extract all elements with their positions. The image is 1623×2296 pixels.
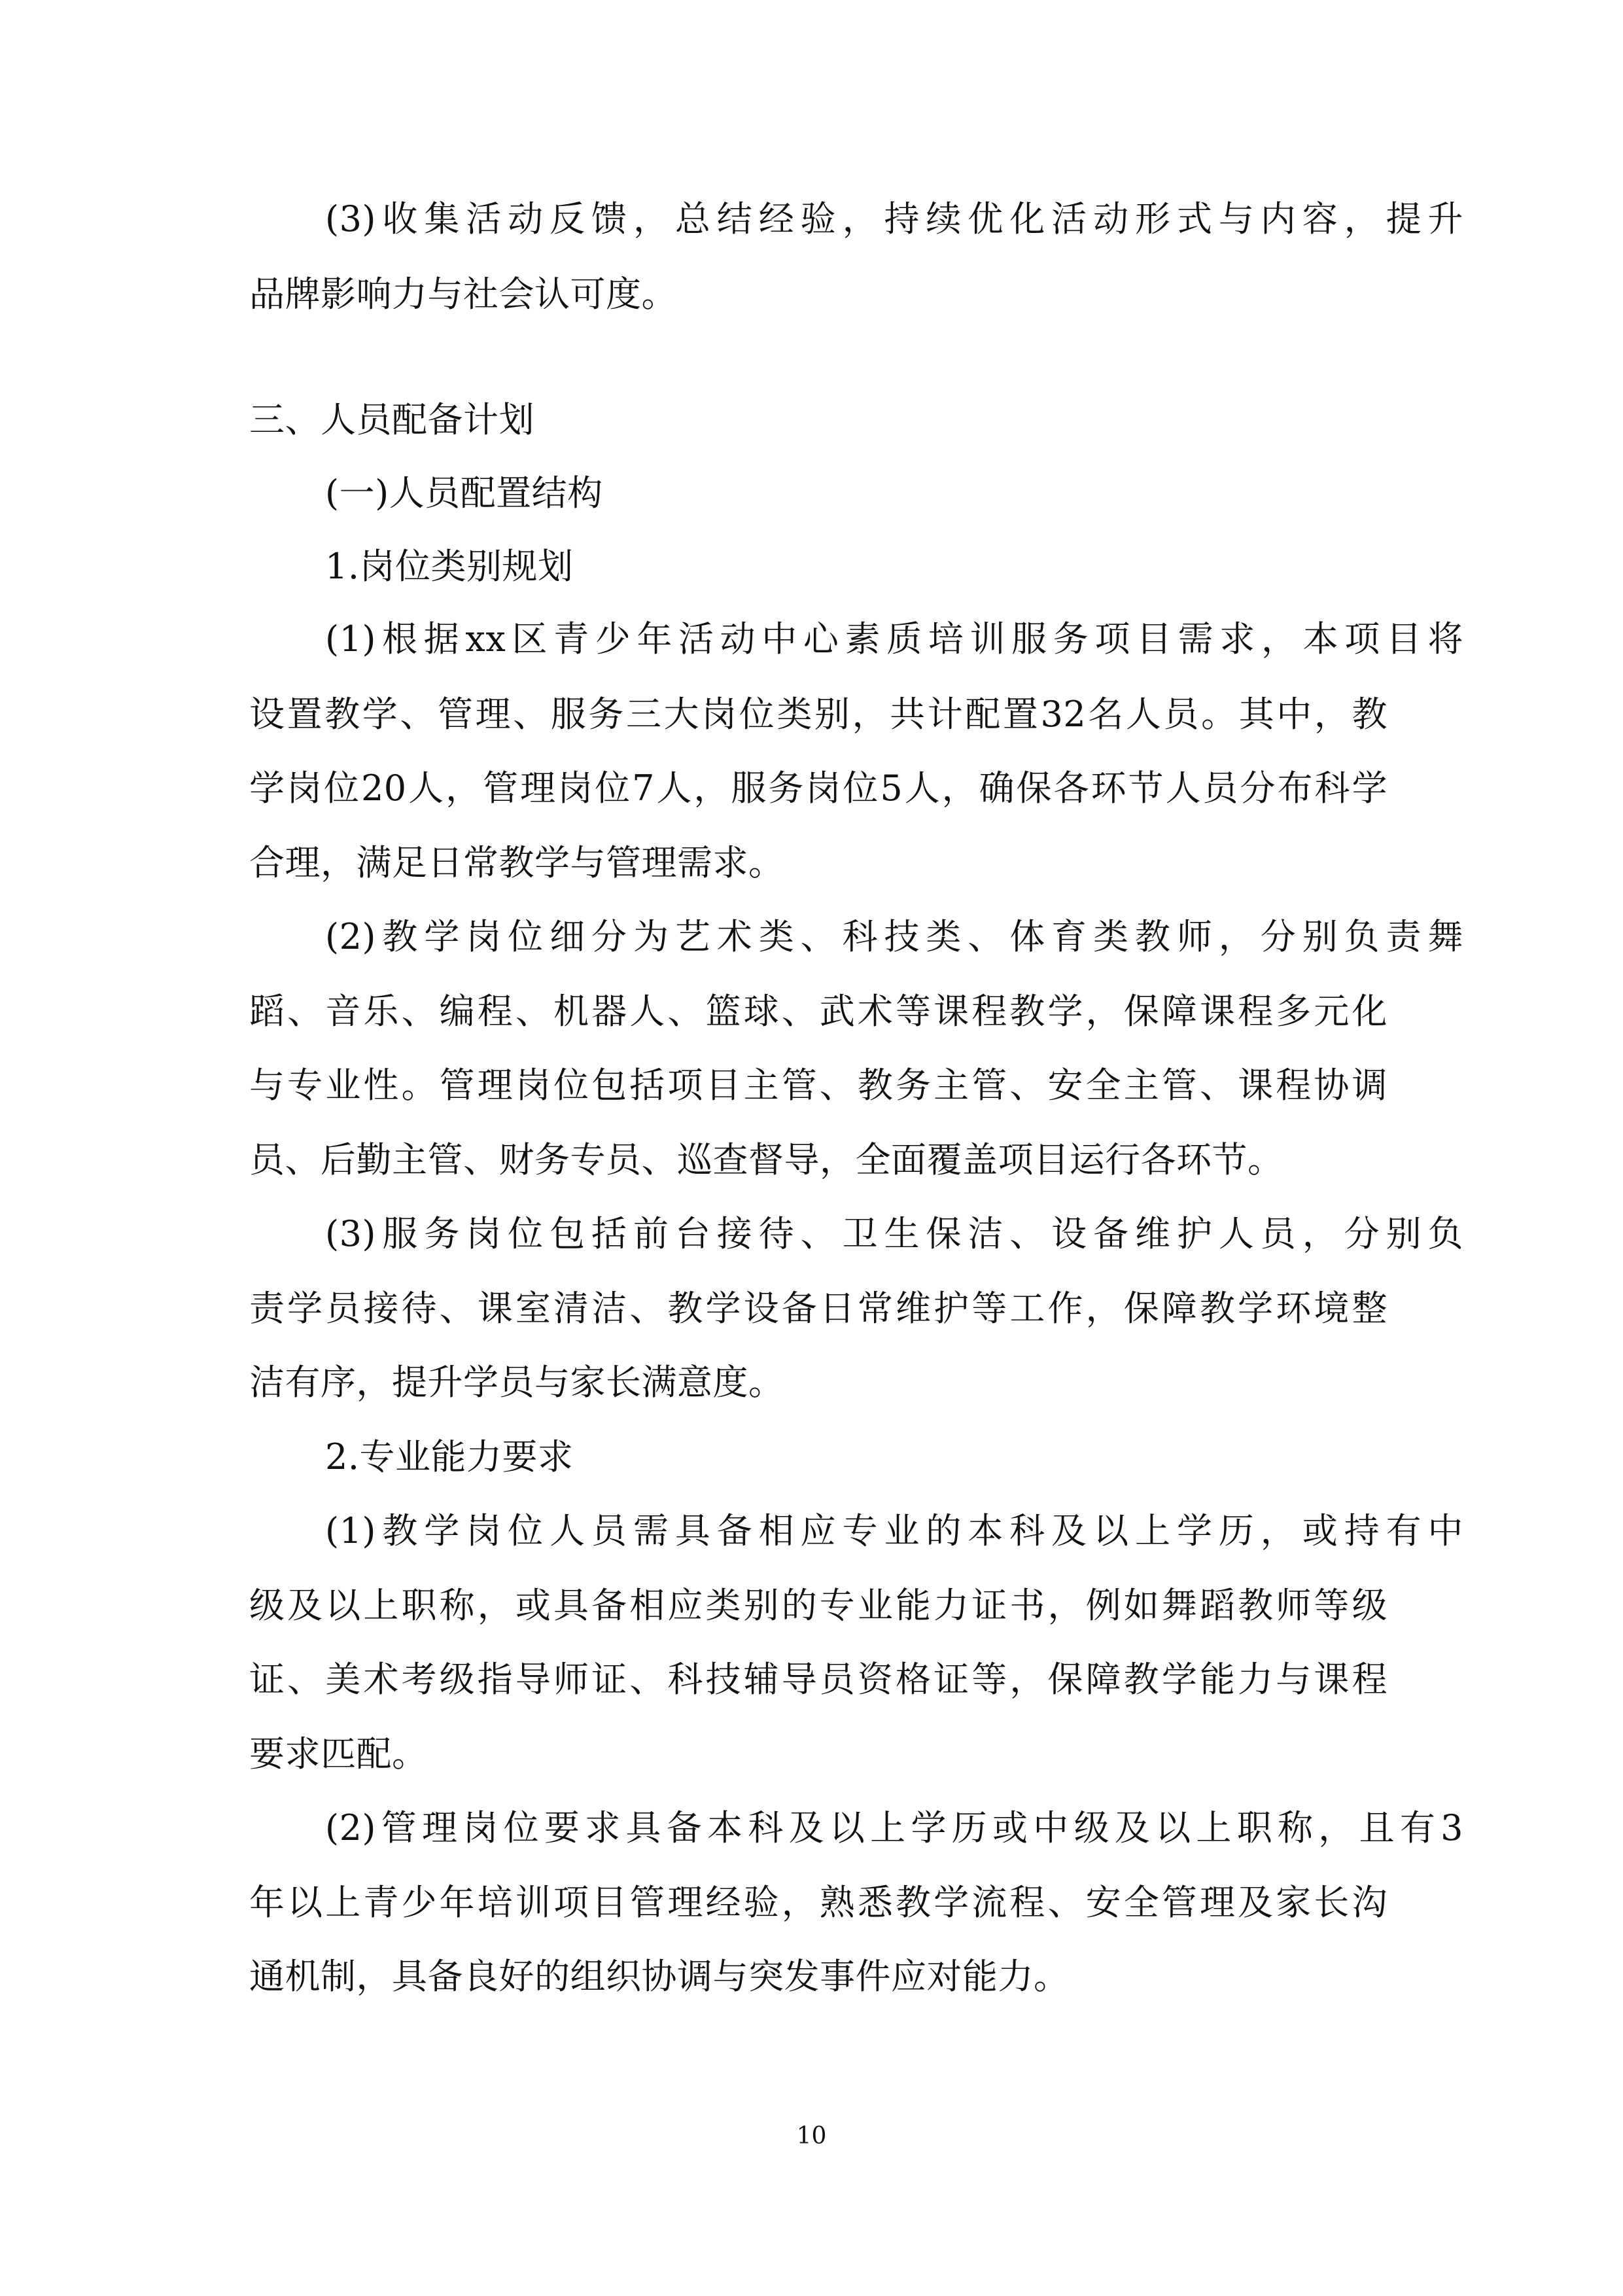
paragraph-line: 证、美术考级指导师证、科技辅导员资格证等，保障教学能力与课程 bbox=[249, 1659, 1387, 1700]
subsubsection-heading: 1.岗位类别规划 bbox=[325, 546, 574, 587]
paragraph-line: 学岗位20人，管理岗位7人，服务岗位5人，确保各环节人员分布科学 bbox=[249, 768, 1387, 809]
paragraph-line: 蹈、音乐、编程、机器人、篮球、武术等课程教学，保障课程多元化 bbox=[249, 991, 1387, 1032]
paragraph-line: (1)根据xx区青少年活动中心素质培训服务项目需求，本项目将 bbox=[325, 618, 1463, 660]
paragraph-line: 洁有序，提升学员与家长满意度。 bbox=[249, 1362, 784, 1403]
subsection-heading: (一)人员配置结构 bbox=[325, 472, 603, 514]
paragraph-line: (3)收集活动反馈，总结经验，持续优化活动形式与内容，提升 bbox=[325, 198, 1463, 239]
paragraph-line: 通机制，具备良好的组织协调与突发事件应对能力。 bbox=[249, 1956, 1070, 1997]
paragraph-line: 品牌影响力与社会认可度。 bbox=[249, 274, 677, 315]
subsubsection-heading: 2.专业能力要求 bbox=[325, 1436, 574, 1477]
paragraph-line: (1)教学岗位人员需具备相应专业的本科及以上学历，或持有中 bbox=[325, 1510, 1463, 1551]
paragraph-line: 年以上青少年培训项目管理经验，熟悉教学流程、安全管理及家长沟 bbox=[249, 1882, 1387, 1923]
paragraph-line: 合理，满足日常教学与管理需求。 bbox=[249, 842, 784, 883]
page-number: 10 bbox=[796, 2123, 827, 2149]
paragraph-line: (2)管理岗位要求具备本科及以上学历或中级及以上职称，且有3 bbox=[325, 1807, 1463, 1848]
paragraph-line: 员、后勤主管、财务专员、巡查督导，全面覆盖项目运行各环节。 bbox=[249, 1139, 1283, 1180]
paragraph-line: (3)服务岗位包括前台接待、卫生保洁、设备维护人员，分别负 bbox=[325, 1213, 1463, 1254]
paragraph-line: 设置教学、管理、服务三大岗位类别，共计配置32名人员。其中，教 bbox=[249, 694, 1387, 735]
paragraph-line: (2)教学岗位细分为艺术类、科技类、体育类教师，分别负责舞 bbox=[325, 916, 1463, 957]
paragraph-line: 级及以上职称，或具备相应类别的专业能力证书，例如舞蹈教师等级 bbox=[249, 1585, 1387, 1626]
paragraph-line: 与专业性。管理岗位包括项目主管、教务主管、安全主管、课程协调 bbox=[249, 1065, 1387, 1106]
section-heading: 三、人员配备计划 bbox=[249, 399, 534, 440]
paragraph-line: 责学员接待、课室清洁、教学设备日常维护等工作，保障教学环境整 bbox=[249, 1288, 1387, 1329]
paragraph-line: 要求匹配。 bbox=[249, 1733, 428, 1775]
